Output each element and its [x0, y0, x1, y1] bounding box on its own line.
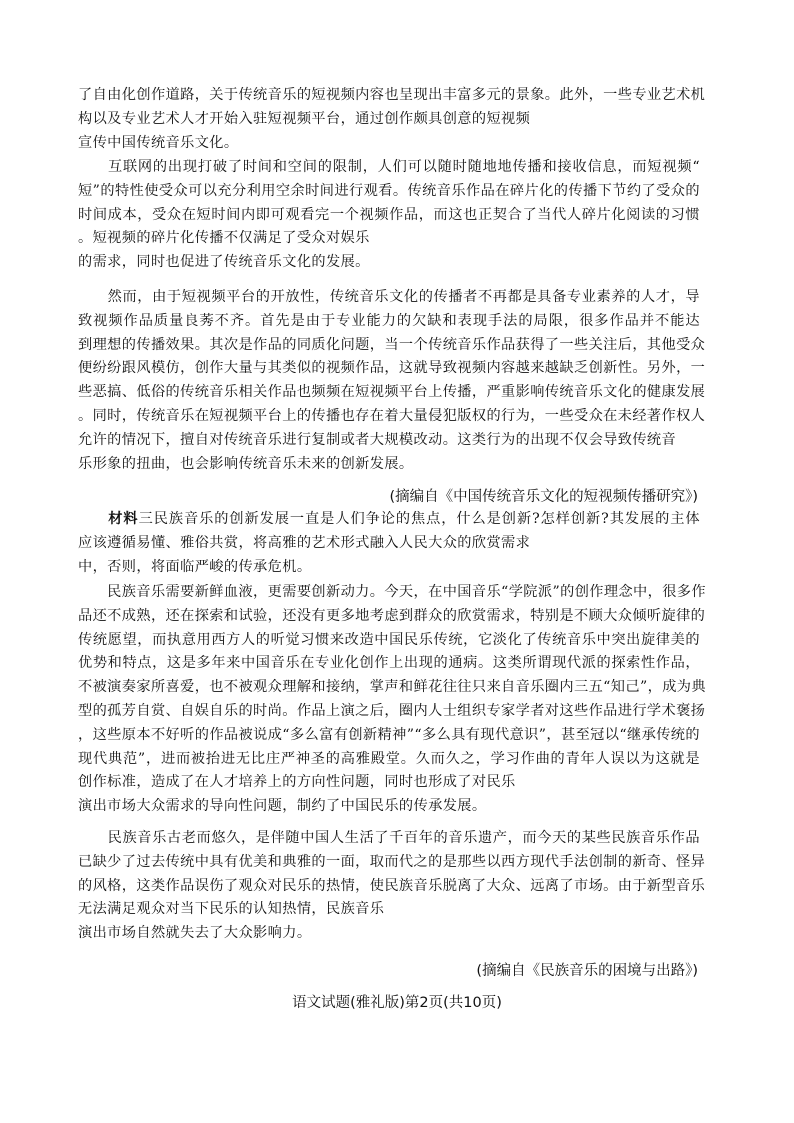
- text-line: 了自由化创作道路，关于传统音乐的短视频内容也呈现出丰富多元的景象。此外，一些专业艺术机: [78, 87, 706, 103]
- text-line: 致视频作品质量良莠不齐。首先是由于专业能力的欠缺和表现手法的局限，很多作品并不能达: [78, 312, 700, 329]
- paragraph-5: [78, 581, 706, 819]
- text-line: 互联网的出现打破了时间和空间的限制，人们可以随时随地地传播和接收信息，而短视频“: [78, 159, 700, 175]
- material-label: 材料: [108, 511, 139, 527]
- text-line: 的风格，这类作品误伤了观众对民乐的热情，使民族音乐脱离了大众、远离了市场。由于新型音乐: [78, 877, 706, 894]
- text-line: 。短视频的碎片化传播不仅满足了受众对娱乐: [78, 230, 370, 247]
- text-line: 时间成本，受众在短时间内即可观看完一个视频作品，而这也正契合了当代人碎片化阅读的习惯: [78, 206, 700, 223]
- text-line: 允许的情况下，擅自对传统音乐进行复制或者大规模改动。这类行为的出现不仅会导致传统音: [78, 431, 677, 448]
- text-line: 便纷纷跟风模仿，创作大量与其类似的视频作品，这就导致视频内容越来越缺乏创新性。另外，一: [78, 360, 706, 377]
- text-line: 无法满足观众对当下民乐的认知热情，民族音乐: [78, 901, 385, 918]
- text-line: 乐形象的扭曲，也会影响传统音乐未来的创新发展。: [78, 455, 414, 472]
- text-line: 优势和特点，这是多年来中国音乐在专业化创作上出现的通病。这类所谓现代派的探索性作品，: [78, 655, 700, 672]
- source-citation-2: (摘编自《民族音乐的困境与出路》): [476, 963, 698, 979]
- text-line: ，这些原本不好听的作品被说成“多么富有创新精神”“多么具有现代意识”，甚至冠以“继承传统的: [78, 726, 700, 743]
- text-line: 已缺少了过去传统中具有优美和典雅的一面，取而代之的是那些以西方现代手法创制的新奇、怪异: [78, 853, 706, 870]
- paragraph-1: [78, 84, 706, 155]
- text-line: 宣传中国传统音乐文化。: [78, 134, 239, 151]
- text-line: 不被演奏家所喜爱，也不被观众理解和接纳，掌声和鲜花往往只来自音乐圈内三五“知己”，成为典: [78, 679, 706, 696]
- text-line: 应该遵循易懂、雅俗共赏，将高雅的艺术形式融入人民大众的欣赏需求: [78, 534, 531, 551]
- text-line: 创作标准，造成了在人才培养上的方向性问题，同时也形成了对民乐: [78, 774, 516, 791]
- paragraph-3: [78, 286, 706, 476]
- text-line: 些恶搞、低俗的传统音乐相关作品也频频在短视频平台上传播，严重影响传统音乐文化的健康发展: [78, 384, 706, 401]
- text-line: [78, 508, 700, 532]
- text-line: 型的孤芳自赏、自娱自乐的时尚。作品上演之后，圈内人士组织专家学者对这些作品进行学术褒扬: [78, 702, 706, 719]
- source-citation-1: (摘编自《中国传统音乐文化的短视频传播研究》): [389, 489, 698, 505]
- text-line: 演出市场自然就失去了大众影响力。: [78, 925, 312, 942]
- paragraph-2: [78, 156, 700, 275]
- text-fragment: 三民族音乐的创新发展一直是人们争论的焦点，什么是创新?怎样创新?其发展的主体: [138, 511, 700, 527]
- text-line: 然而，由于短视频平台的开放性，传统音乐文化的传播者不再都是具备专业素养的人才，导: [78, 289, 700, 305]
- text-line: 的需求，同时也促进了传统音乐文化的发展。: [78, 254, 370, 271]
- text-line: 传统愿望，而执意用西方人的听觉习惯来改造中国民乐传统，它淡化了传统音乐中突出旋律美的: [78, 631, 700, 648]
- text-line: 民族音乐古老而悠久，是伴随中国人生活了千百年的音乐遗产，而今天的某些民族音乐作品: [78, 830, 700, 846]
- paragraph-6: [78, 827, 706, 946]
- text-line: 。同时，传统音乐在短视频平台上的传播也存在着大量侵犯版权的行为，一些受众在未经著作权人: [78, 407, 706, 424]
- text-line: 中，否则，将面临严峻的传承危机。: [78, 558, 312, 575]
- text-line: 品还不成熟，还在探索和试验，还没有更多地考虑到群众的欣赏需求，特别是不顾大众倾听旋律的: [78, 607, 706, 624]
- page-footer: 语文试题(雅礼版)第2页(共10页): [292, 995, 502, 1011]
- text-line: 构以及专业艺术人才开始入驻短视频平台，通过创作颇具创意的短视频: [78, 110, 531, 127]
- text-line: 演出市场大众需求的导向性问题，制约了中国民乐的传承发展。: [78, 798, 487, 815]
- paragraph-4: [78, 508, 700, 579]
- text-line: 现代典范”，进而被抬进无比庄严神圣的高雅殿堂。久而久之，学习作曲的青年人误以为这就是: [78, 750, 700, 767]
- text-line: 到理想的传播效果。其次是作品的同质化问题，当一个传统音乐作品获得了一些关注后，其他受众: [78, 336, 706, 353]
- text-line: 民族音乐需要新鲜血液，更需要创新动力。今天，在中国音乐“学院派”的创作理念中，很多作: [78, 584, 706, 600]
- text-line: 短”的特性使受众可以充分利用空余时间进行观看。传统音乐作品在碎片化的传播下节约了受众的: [78, 182, 700, 199]
